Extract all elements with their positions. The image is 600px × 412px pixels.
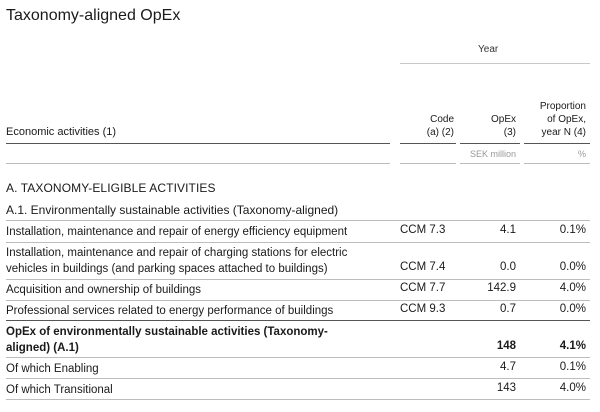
row-divider bbox=[6, 300, 590, 301]
activity-cell: Acquisition and ownership of buildings bbox=[6, 284, 201, 296]
proportion-cell: 0.1% bbox=[559, 361, 586, 373]
unit-divider bbox=[524, 163, 590, 164]
section-a1-heading: A.1. Environmentally sustainable activities (Taxonomy-aligned) bbox=[6, 203, 339, 217]
row-divider bbox=[6, 399, 590, 400]
economic-activities-header: Economic activities (1) bbox=[6, 126, 117, 138]
year-divider bbox=[400, 63, 590, 64]
header-divider bbox=[400, 143, 456, 144]
header-divider bbox=[524, 143, 590, 144]
row-divider bbox=[6, 279, 590, 280]
activity-cell: Of which Transitional bbox=[6, 384, 113, 396]
unit-divider bbox=[400, 163, 456, 164]
opex-header-line: (3) bbox=[503, 127, 516, 138]
proportion-header-line: of OpEx, bbox=[547, 114, 586, 125]
opex-header-line: OpEx bbox=[490, 114, 516, 125]
proportion-header-line: Proportion bbox=[539, 101, 586, 112]
opex-cell: 0.7 bbox=[500, 303, 516, 315]
row-divider bbox=[6, 378, 590, 379]
code-header bbox=[408, 113, 454, 139]
header-divider bbox=[460, 143, 520, 144]
code-cell: CCM 7.7 bbox=[400, 282, 446, 294]
section-divider bbox=[6, 220, 590, 221]
unit-divider bbox=[6, 163, 390, 164]
code-cell: CCM 7.4 bbox=[400, 261, 446, 273]
activity-cell: Of which Enabling bbox=[6, 363, 99, 375]
row-divider bbox=[6, 320, 590, 321]
proportion-cell: 0.1% bbox=[559, 224, 586, 236]
activity-cell: Installation, maintenance and repair of charging stations for electric vehicles in buildings (and parking spaces attached to buildings) bbox=[6, 247, 348, 275]
activity-cell: OpEx of environmentally sustainable activities (Taxonomy-aligned) (A.1) bbox=[6, 326, 328, 354]
code-header-line: (a) (2) bbox=[426, 127, 454, 138]
opex-cell: 4.1 bbox=[500, 224, 516, 236]
proportion-cell: 4.0% bbox=[559, 282, 586, 294]
proportion-cell: 4.0% bbox=[559, 382, 586, 394]
activity-cell: Professional services related to energy performance of buildings bbox=[6, 305, 334, 317]
opex-cell: 143 bbox=[496, 382, 516, 394]
opex-cell: 148 bbox=[496, 340, 516, 352]
proportion-header-line: year N (4) bbox=[541, 127, 586, 138]
opex-cell: 0.0 bbox=[500, 261, 516, 273]
opex-header bbox=[470, 113, 516, 139]
row-divider bbox=[6, 357, 590, 358]
page-title: Taxonomy-aligned OpEx bbox=[6, 7, 181, 24]
code-cell: CCM 7.3 bbox=[400, 224, 446, 236]
proportion-header bbox=[518, 100, 586, 139]
proportion-unit-label: % bbox=[577, 149, 586, 159]
opex-unit-label: SEK million bbox=[469, 149, 516, 159]
proportion-cell: 0.0% bbox=[559, 261, 586, 273]
year-header: Year bbox=[478, 44, 499, 55]
code-cell: CCM 9.3 bbox=[400, 303, 446, 315]
section-a-heading: A. TAXONOMY-ELIGIBLE ACTIVITIES bbox=[6, 181, 216, 195]
opex-cell: 142.9 bbox=[487, 282, 516, 294]
proportion-cell: 4.1% bbox=[559, 340, 586, 352]
unit-divider bbox=[460, 163, 520, 164]
proportion-cell: 0.0% bbox=[559, 303, 586, 315]
header-divider bbox=[6, 143, 390, 144]
opex-cell: 4.7 bbox=[500, 361, 516, 373]
code-header-line: Code bbox=[430, 114, 454, 125]
row-divider bbox=[6, 242, 590, 243]
activity-cell: Installation, maintenance and repair of energy efficiency equipment bbox=[6, 226, 348, 238]
